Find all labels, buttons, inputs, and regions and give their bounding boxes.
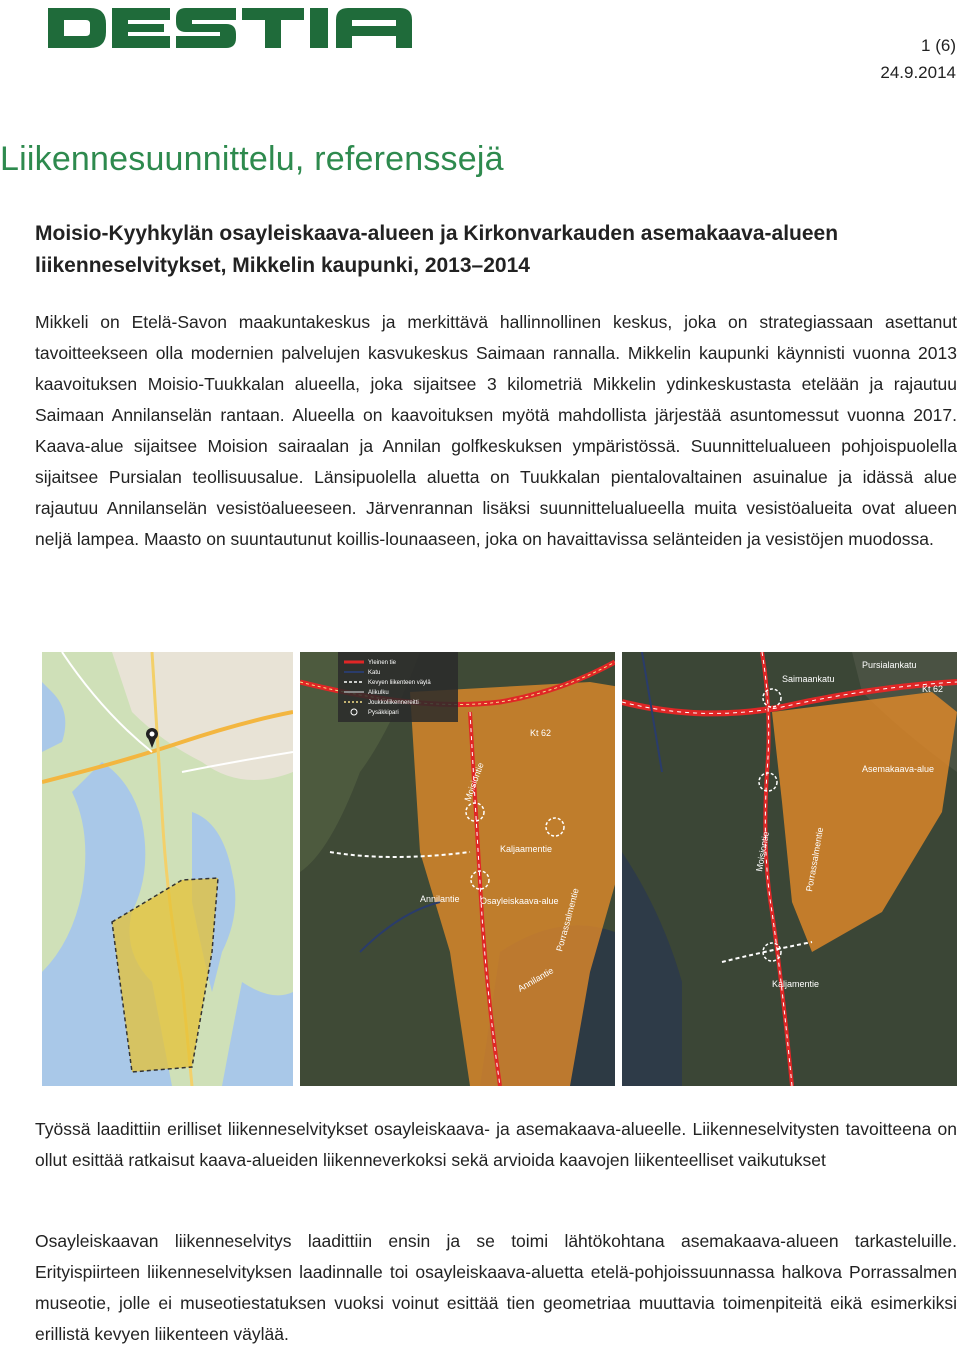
- label-moisiontie: Moisiontie: [462, 761, 486, 803]
- label-osayleiskaava-alue: Osayleiskaava-alue: [480, 896, 559, 906]
- overview-map: [42, 652, 293, 1086]
- page-info: [880, 32, 956, 86]
- label-kaljamentie: Kaljamentie: [772, 979, 820, 989]
- asemakaava-map: [622, 652, 957, 1086]
- page-subtitle: Moisio-Kyyhkylän osayleiskaava-alueen ja Kirkonvarkauden asemakaava-alueen liikenneselvitykset, Mikkelin kaupunki, 2013–2014: [35, 222, 839, 277]
- page-number: 1 (6): [921, 36, 956, 55]
- label-kt62-map3: Kt 62: [922, 684, 944, 694]
- legend-alikulku: Alikulku: [368, 690, 389, 696]
- legend-kevyen-liikenteen-vayla: Kevyen liikenteen väylä: [368, 680, 431, 686]
- map-figures: [42, 652, 957, 1086]
- intro-paragraph: Mikkeli on Etelä-Savon maakuntakeskus ja merkittävä hallinnollinen keskus, joka on strategiassaan asettanut tavoitteekseen olla modernien palvelujen kasvukeskus Saimaan rannalla. Mikkelin kaupunki käynnisti vuonna 2013 kaavoituksen Moisio-Tuukkalan alueella, joka sijaitsee 3 kilometriä Mikkelin ydinkeskustasta etelään ja rajautuu Saimaan Annilanselän rantaan. Alueella on kaavoituksen myötä mahdollista järjestää asuntomessut vuonna 2017. Kaava-alue sijaitsee Moision sairaalan ja Annilan golfkeskuksen ympäristössä. Suunnittelualueen pohjoispuolella sijaitsee Pursialan teollisuusalue. Länsipuolella aluetta on Tuukkalan pientalovaltainen asuinalue ja idässä alue rajautuu Annilanselän vesistöalueeseen. Järvenrannan lisäksi suunnittelualueella muita vesistöalueita ovat alueen neljä lampea. Maasto on suuntautunut koillis-lounaaseen, joka on havaittavissa selänteiden ja vesistöjen muodossa.: [35, 312, 957, 549]
- label-kaljaamentie: Kaljaamentie: [500, 844, 553, 854]
- legend-katu: Katu: [368, 670, 381, 676]
- label-porrassalmentie: Porrassalmentie: [554, 887, 581, 953]
- label-asemakaava-alue: Asemakaava-alue: [862, 764, 935, 774]
- page-title: Liikennesuunnittelu, referenssejä: [0, 140, 504, 178]
- label-kt62: Kt 62: [530, 728, 552, 738]
- legend-joukkoliikennereitti: Joukkoliikennereitti: [368, 700, 419, 706]
- destia-logo: [46, 4, 414, 52]
- osayleiskaava-map: [300, 652, 615, 1086]
- osayleiskaava-paragraph: Osayleiskaavan liikenneselvitys laadittiin ensin ja se toimi lähtökohtana asemakaava-alueen tarkasteluille. Erityispiirteen liikenneselvityksen laadinnalle toi osayleiskaava-aluetta etelä-pohjoissuunnassa halkova Porrassalmen museotie, jolle ei museotiestatuksen vuoksi voinut esittää tien geometriaa muuttavia toimenpiteitä eikä esimerkiksi erillistä kevyen liikenteen väylää.: [35, 1231, 957, 1344]
- label-porrassalmentie-map3: Porrassalmentie: [804, 826, 826, 893]
- label-pursialankatu: Pursialankatu: [862, 660, 917, 670]
- label-annilantie-1: Annilantie: [420, 894, 460, 904]
- work-paragraph: Työssä laadittiin erilliset liikenneselvitykset osayleiskaava- ja asemakaava-alueelle. Liikenneselvitysten tavoitteena on ollut esittää ratkaisut kaava-alueiden liikenneverkoksi sekä arvioida kaavojen liikenteelliset vaikutukset: [35, 1119, 957, 1170]
- label-saimaankatu: Saimaankatu: [782, 674, 835, 684]
- label-moisiontie-map3: Moisiontie: [754, 830, 772, 873]
- document-date: 24.9.2014: [880, 63, 956, 82]
- label-annilantie-2: Annilantie: [516, 965, 556, 994]
- legend-pysakkipari: Pysäkkipari: [368, 710, 399, 716]
- legend-yleinen-tie: Yleinen tie: [368, 660, 397, 666]
